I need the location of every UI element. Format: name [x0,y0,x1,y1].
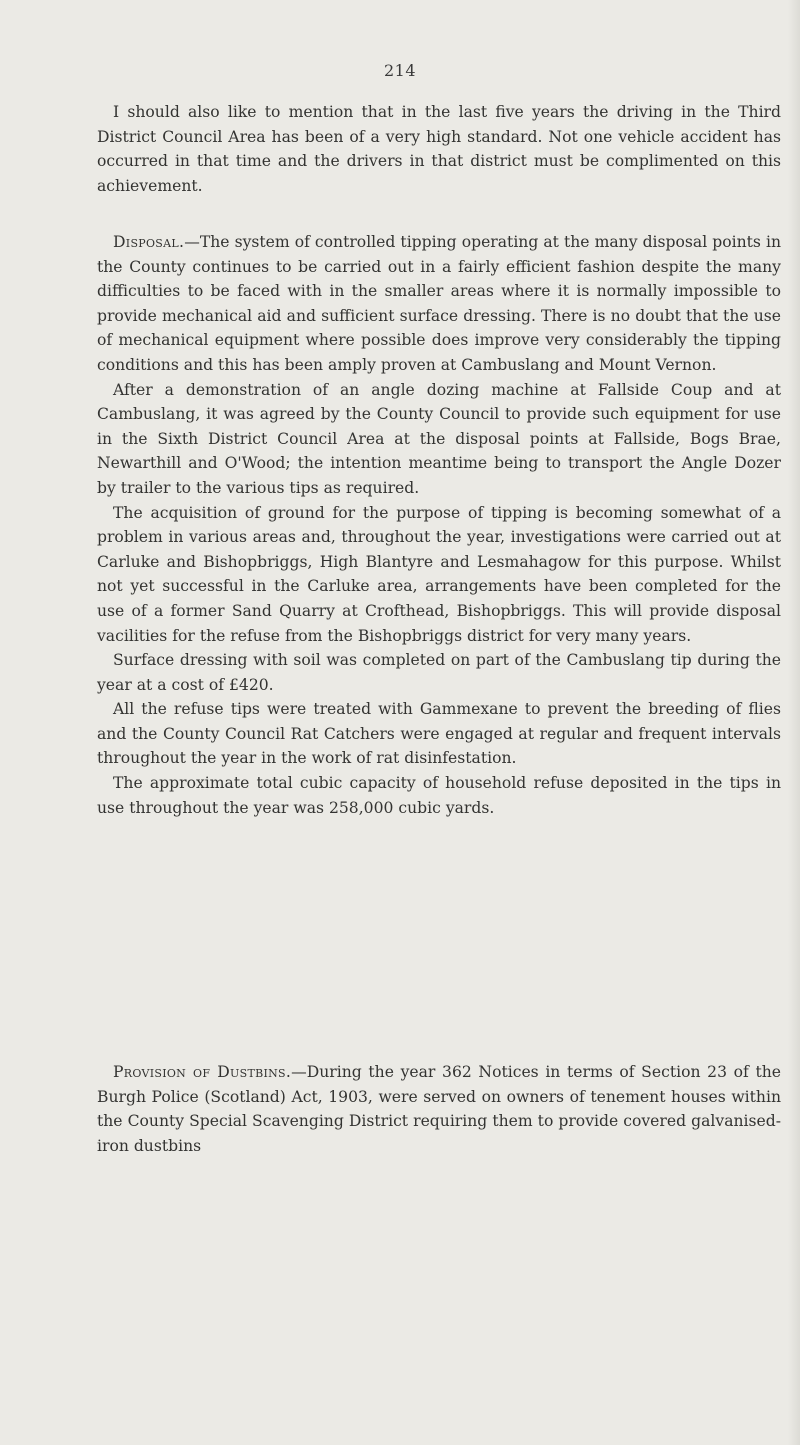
disposal-paragraph-4: Surface dressing with soil was completed on part of the Cambuslang tip during the year at a cost of £420. [97,651,781,694]
intro-section [97,100,781,198]
dustbins-heading: Provision of Dustbins. [113,1063,292,1081]
disposal-paragraph-3: The acquisition of ground for the purpose of tipping is becoming somewhat of a problem in various areas and, throughout the year, investigations were carried out at Carluke and Bishopbriggs, High Blantyre and Lesmahagow for this purpose. Whilst not yet successful in the Carluke area, arrangements have been completed for the use of a former Sand Quarry at Crofthead, Bishopbriggs. This will provide disposal vacilities for the refuse from the Bishopbriggs district for very many years. [97,503,781,645]
disposal-paragraph-1-text: —The system of controlled tipping operating at the many disposal points in the County continues to be carried out in a fairly efficient fashion despite the many difficulties to be faced with in the smaller areas where it is normally impossible to provide mechanical aid and sufficient surface dressing. There is no doubt that the use of mechanical equipment where possible does improve very considerably the tipping conditions and this has been amply proven at Cambuslang and Mount Vernon. [97,233,781,374]
dustbins-paragraph-text: —During the year 362 Notices in terms of Section 23 of the Burgh Police (Scotland) Act, 1903, were served on owners of tenement houses within the County Special Scavenging District requiring them to provide covered galvanised-iron dustbins [97,1063,781,1155]
disposal-section [97,230,781,820]
disposal-paragraph-5: All the refuse tips were treated with Gammexane to prevent the breeding of flies and the County Council Rat Catchers were engaged at regular and frequent intervals throughout the year in the work of rat disinfestation. [97,700,781,768]
disposal-paragraph-6: The approximate total cubic capacity of household refuse deposited in the tips in use throughout the year was 258,000 cubic yards. [97,774,781,817]
page-number: 214 [383,61,417,80]
page-edge-shadow [788,0,800,1445]
dustbins-paragraph [97,1060,781,1158]
disposal-heading: Disposal. [113,233,185,251]
disposal-paragraph-2: After a demonstration of an angle dozing machine at Fallside Coup and at Cambuslang, it was agreed by the County Council to provide such equipment for use in the Sixth District Council Area at the disposal points at Fallside, Bogs Brae, Newarthill and O'Wood; the intention meantime being to transport the Angle Dozer by trailer to the various tips as required. [97,380,781,497]
intro-paragraph: I should also like to mention that in the last five years the driving in the Third District Council Area has been of a very high standard. Not one vehicle accident has occurred in that time and the drivers in that district must be complimented on this achievement. [97,103,781,195]
dustbins-section [97,1060,781,1158]
disposal-paragraph-1 [97,230,781,378]
